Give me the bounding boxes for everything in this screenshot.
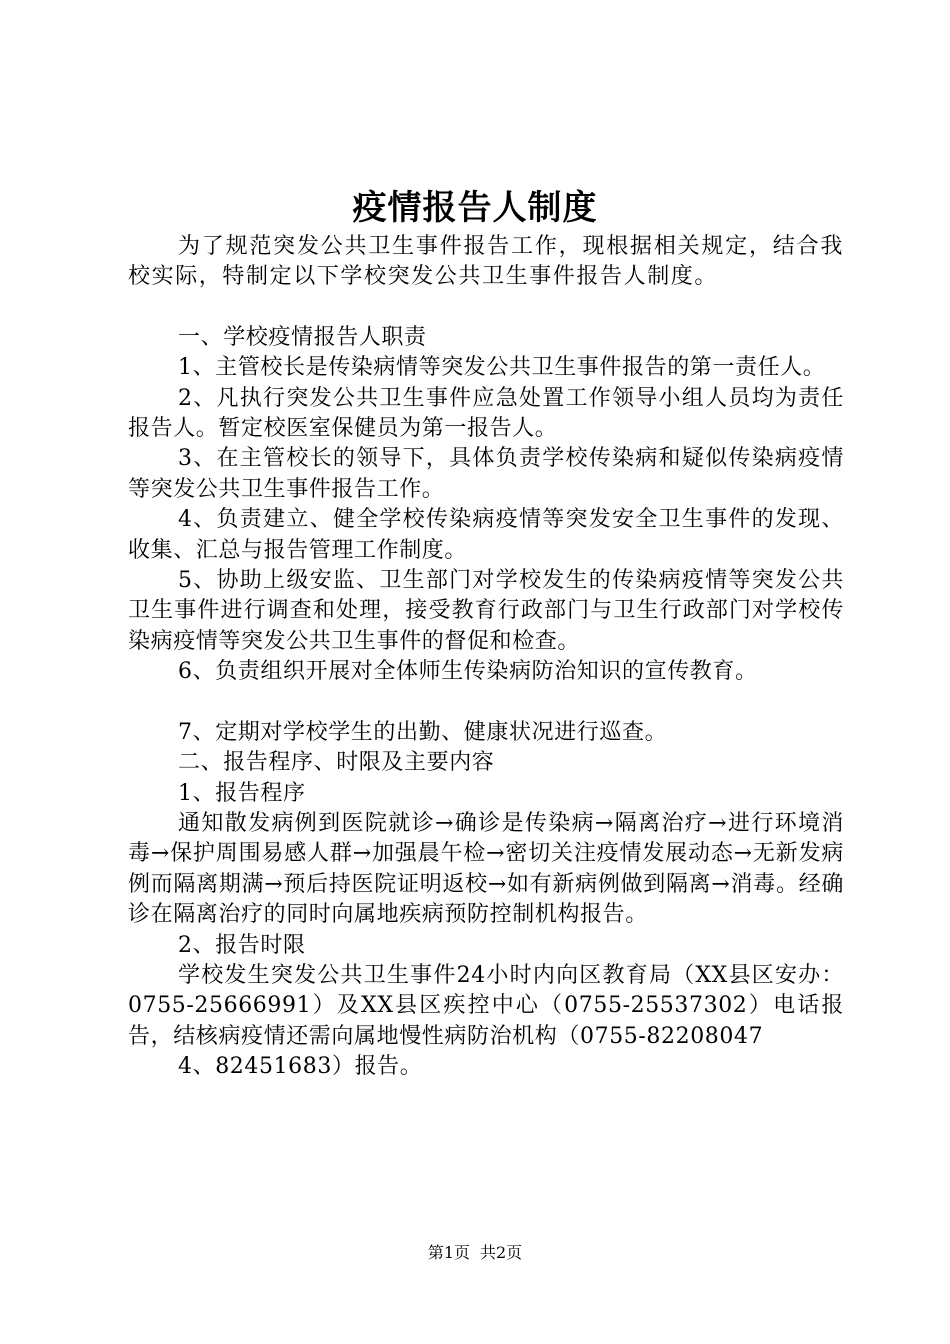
section-heading-2: 二、报告程序、时限及主要内容 (178, 750, 495, 776)
duty-item-2: 2、凡执行突发公共卫生事件应急处置工作领导小组人员均为责任报告人。暂定校医室保健员为第一报告人。 (128, 385, 844, 442)
subheading-report-procedure: 1、报告程序 (178, 780, 306, 806)
duty-item-6: 6、负责组织开展对全体师生传染病防治知识的宣传教育。 (178, 659, 758, 685)
procedure-paragraph: 通知散发病例到医院就诊→确诊是传染病→隔离治疗→进行环境消毒→保护周围易感人群→加强晨午检→密切关注疫情发展动态→无新发病例而隔离期满→预后持医院证明返校→如有新病例做到隔离→消毒。经确诊在隔离治疗的同时向属地疾病预防控制机构报告。 (128, 810, 844, 928)
document-body (128, 232, 844, 1083)
time-limit-paragraph: 学校发生突发公共卫生事件24小时内向区教育局（XX县区安办：0755-25666991）及XX县区疾控中心（0755-25537302）电话报告，结核病疫情还需向属地慢性病防治机构（0755-82208047 (128, 962, 844, 1049)
subheading-report-time-limit: 2、报告时限 (178, 932, 306, 958)
page-footer (0, 1242, 950, 1264)
document-title: 疫情报告人制度 (352, 188, 598, 228)
duty-item-7: 7、定期对学校学生的出勤、健康状况进行巡查。 (178, 719, 668, 745)
time-limit-continuation: 4、82451683）报告。 (178, 1054, 423, 1080)
page-number: 第1页 (427, 1243, 470, 1262)
duty-item-1: 1、主管校长是传染病情等突发公共卫生事件报告的第一责任人。 (178, 355, 826, 381)
duty-item-3: 3、在主管校长的领导下，具体负责学校传染病和疑似传染病疫情等突发公共卫生事件报告工作。 (128, 446, 844, 502)
duty-item-5: 5、协助上级安监、卫生部门对学校发生的传染病疫情等突发公共卫生事件进行调查和处理，接受教育行政部门与卫生行政部门对学校传染病疫情等突发公共卫生事件的督促和检查。 (128, 568, 844, 654)
page-total: 共2页 (480, 1243, 523, 1262)
intro-paragraph: 为了规范突发公共卫生事件报告工作，现根据相关规定，结合我校实际，特制定以下学校突发公共卫生事件报告人制度。 (128, 234, 844, 290)
duty-item-4: 4、负责建立、健全学校传染病疫情等突发安全卫生事件的发现、收集、汇总与报告管理工作制度。 (128, 507, 844, 563)
section-heading-1: 一、学校疫情报告人职责 (178, 324, 427, 350)
